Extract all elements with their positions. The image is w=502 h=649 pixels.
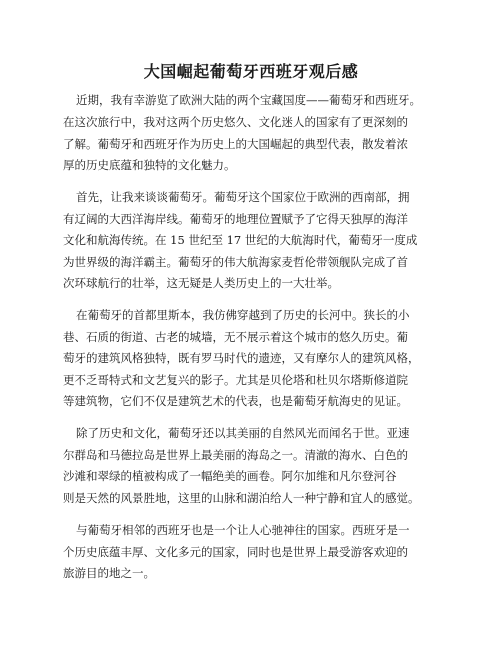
- paragraph-line: 在这次旅行中，我对这两个历史悠久、文化迷人的国家有了更深刻的: [63, 115, 408, 129]
- document-title: 大国崛起葡萄牙西班牙观后感: [143, 62, 359, 81]
- paragraph-line: 与葡萄牙相邻的西班牙也是一个让人心驰神往的国家。西班牙是一: [76, 523, 410, 537]
- paragraph-line: 文化和航海传统。在 15 世纪至 17 世纪的大航海时代，葡萄牙一度成: [63, 233, 418, 247]
- paragraph-line: 尔群岛和马德拉岛是世界上最美丽的海岛之一。清澈的海水、白色的: [63, 448, 408, 462]
- paragraph-line: 为世界级的海洋霸主。葡萄牙的伟大航海家麦哲伦带领舰队完成了首: [63, 255, 408, 269]
- paragraph-line: 除了历史和文化，葡萄牙还以其美丽的自然风光而闻名于世。亚速: [76, 426, 410, 440]
- paragraph-line: 更不乏哥特式和文艺复兴的影子。尤其是贝伦塔和杜贝尔塔斯修道院: [63, 373, 408, 387]
- paragraph-line: 等建筑物，它们不仅是建筑艺术的代表，也是葡萄牙航海史的见证。: [63, 394, 408, 408]
- paragraph-line: 次环球航行的壮举，这无疑是人类历史上的一大壮举。: [63, 276, 339, 290]
- paragraph-line: 有辽阔的大西洋海岸线。葡萄牙的地理位置赋予了它得天独厚的海洋: [63, 212, 408, 226]
- paragraph-line: 个历史底蕴丰厚、文化多元的国家，同时也是世界上最受游客欢迎的: [63, 545, 408, 559]
- paragraph-line: 近期，我有幸游览了欧洲大陆的两个宝藏国度——葡萄牙和西班牙。: [76, 93, 421, 107]
- paragraph-line: 在葡萄牙的首都里斯本，我仿佛穿越到了历史的长河中。狭长的小: [76, 308, 410, 322]
- paragraph-line: 首先，让我来谈谈葡萄牙。葡萄牙这个国家位于欧洲的西南部，拥: [76, 190, 410, 204]
- paragraph-line: 旅游目的地之一。: [63, 566, 155, 580]
- paragraph-line: 则是天然的风景胜地，这里的山脉和湖泊给人一种宁静和宜人的感觉。: [63, 491, 420, 505]
- paragraph-line: 萄牙的建筑风格独特，既有罗马时代的遗迹，又有摩尔人的建筑风格，: [63, 351, 420, 365]
- paragraph-line: 厚的历史底蕴和独特的文化魅力。: [63, 158, 236, 172]
- paragraph-line: 巷、石质的街道、古老的城墙，无不展示着这个城市的悠久历史。葡: [63, 330, 408, 344]
- paragraph-line: 沙滩和翠绿的植被构成了一幅绝美的画卷。阿尔加维和凡尔登河谷: [63, 469, 397, 483]
- paragraph-line: 了解。葡萄牙和西班牙作为历史上的大国崛起的典型代表，散发着浓: [63, 137, 408, 151]
